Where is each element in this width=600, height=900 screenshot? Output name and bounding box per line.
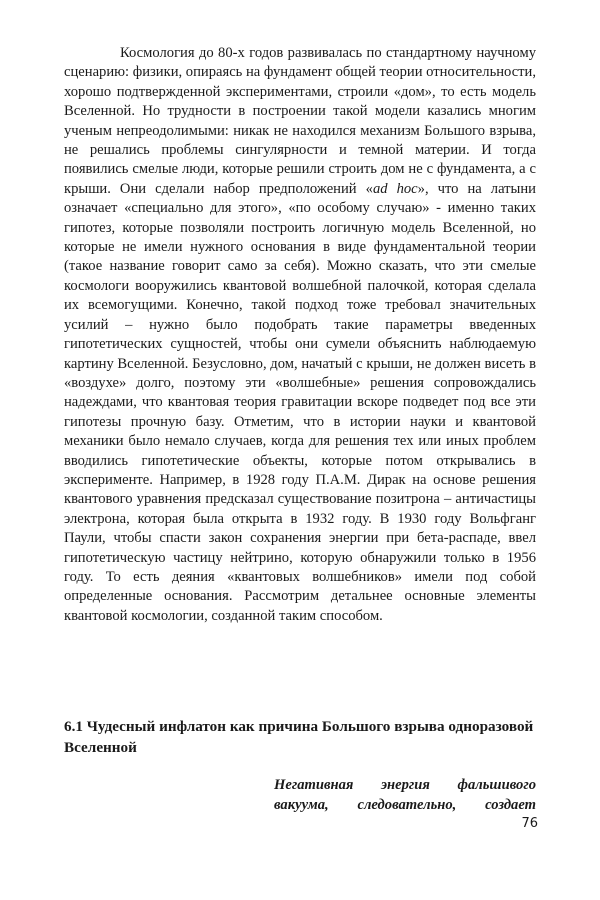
main-paragraph bbox=[64, 44, 536, 626]
epigraph: Негативная энергия фальшивого вакуума, следовательно, создает bbox=[274, 777, 536, 813]
latin-phrase: ad hoc bbox=[372, 180, 418, 197]
body-text bbox=[64, 44, 536, 626]
paragraph-text-part-1: Космология до 80-х годов развивалась по стандартному научному сценарию: физики, опираясь на фундамент общей теории относительности, хорошо подтвержденной экспериментами, строили «дом», то есть модель Вселенной. Но трудности в построении такой модели казались многим ученым непреодолимыми: никак не находился механизм Большого взрыва, не решались проблемы сингулярности и темной материи. И тогда появились смелые люди, которые решили строить дом не с фундамента, а с крыши. Они сделали набор предположений « bbox=[64, 45, 537, 197]
page-number: 76 bbox=[521, 816, 538, 831]
paragraph-text-part-2: », что на латыни означает «специально для этого», «по особому случаю» - именно таких гипотез, которые позволяли построить логичную модель Вселенной, но которые не имели нужного основания в виде фундаментальной теории (такое название говорит само за себя). Можно сказать, что эти смелые космологи вооружились квантовой волшебной палочкой, которая сделала их всемогущими. Конечно, такой подход тоже требовал значительных усилий – нужно было подобрать такие параметры введенных гипотетических сущностей, чтобы они сумели объяснить наблюдаемую картину Вселенной. Безусловно, дом, начатый с крыши, не должен висеть в «воздухе» долго, поэтому эти «волшебные» решения сопровождались надеждами, что квантовая теория гравитации вскоре подведет под все эти гипотезы прочную базу. Отметим, что в истории науки и квантовой механики было немало случаев, когда для решения тех или иных проблем вводились гипотетические объекты, которые потом открывались в эксперименте. Например, в 1928 году П.А.М. Дирак на основе решения квантового уравнения предсказал существование позитрона – античастицы электрона, которая была открыта в 1932 году. В 1930 году Вольфганг Паули, чтобы спасти закон сохранения энергии при бета-распаде, ввел гипотетическую частицу нейтрино, которую обнаружили только в 1956 году. То есть деяния «квантовых волшебников» имели под собой определенные основания. Рассмотрим детальнее основные элементы квантовой космологии, созданной таким способом. bbox=[64, 180, 536, 624]
section-heading: 6.1 Чудесный инфлатон как причина Большого взрыва одноразовой Вселенной bbox=[64, 718, 534, 756]
